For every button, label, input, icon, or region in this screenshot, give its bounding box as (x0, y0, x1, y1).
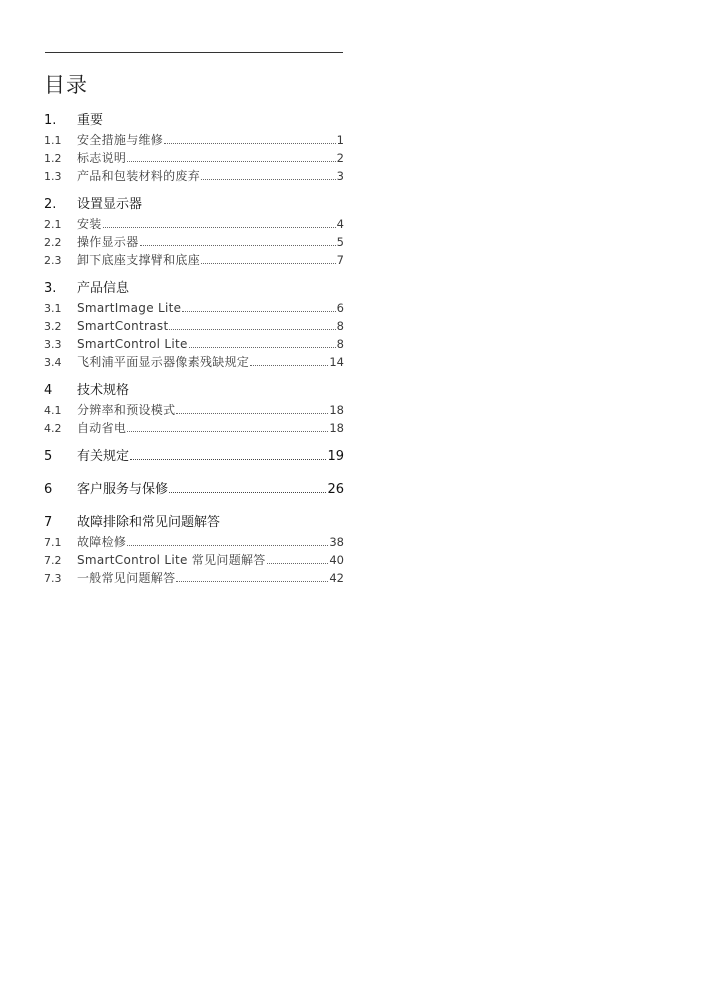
entry-number: 3.1 (44, 302, 62, 315)
entry-title: SmartControl Lite 常见问题解答 (77, 553, 266, 567)
dot-leader (250, 365, 328, 366)
entry-number: 3.2 (44, 320, 62, 333)
toc-section (44, 447, 344, 467)
dot-leader (169, 329, 335, 330)
entry-page-number: 5 (336, 235, 344, 249)
entry-page-number: 7 (336, 253, 344, 267)
entry-title: 安全措施与维修 (77, 133, 164, 147)
section-heading[interactable] (44, 381, 344, 401)
section-page-number: 19 (327, 449, 344, 464)
toc-entry[interactable] (44, 569, 344, 587)
toc-entry[interactable] (44, 299, 344, 317)
section-title: 客户服务与保修 (77, 482, 169, 497)
toc-entry[interactable] (44, 335, 344, 353)
toc-entry[interactable] (44, 233, 344, 251)
section-number: 3. (44, 281, 57, 296)
section-title: 故障排除和常见问题解答 (77, 515, 221, 530)
toc-section (44, 111, 344, 185)
entry-number: 2.3 (44, 254, 62, 267)
entry-title: 产品和包装材料的废弃 (77, 169, 201, 183)
section-number: 6 (44, 482, 53, 497)
entry-page-number: 8 (336, 319, 344, 333)
entry-title: SmartImage Lite (77, 301, 182, 315)
section-title: 技术规格 (77, 383, 130, 398)
entry-title: 一般常见问题解答 (77, 571, 176, 585)
toc-sections (44, 111, 344, 587)
dot-leader (127, 161, 335, 162)
toc-entry[interactable] (44, 251, 344, 269)
entry-number: 1.1 (44, 134, 62, 147)
entry-title: 飞利浦平面显示器像素残缺规定 (77, 355, 250, 369)
section-page-number: 26 (327, 482, 344, 497)
dot-leader (127, 545, 328, 546)
section-title: 产品信息 (77, 281, 130, 296)
section-heading[interactable] (44, 111, 344, 131)
entry-number: 2.1 (44, 218, 62, 231)
entry-number: 7.3 (44, 572, 62, 585)
section-heading[interactable] (44, 513, 344, 533)
section-heading[interactable] (44, 195, 344, 215)
dot-leader (176, 413, 328, 414)
entry-page-number: 38 (329, 535, 344, 549)
dot-leader (103, 227, 336, 228)
entry-number: 1.2 (44, 152, 62, 165)
entry-number: 1.3 (44, 170, 62, 183)
toc-section (44, 480, 344, 500)
toc-entry[interactable] (44, 215, 344, 233)
dot-leader (140, 245, 336, 246)
dot-leader (176, 581, 328, 582)
section-number: 4 (44, 383, 53, 398)
dot-leader (130, 459, 326, 460)
section-title: 重要 (77, 113, 104, 128)
section-heading[interactable] (44, 480, 344, 500)
top-divider (45, 52, 343, 53)
section-number: 7 (44, 515, 53, 530)
entry-page-number: 18 (329, 403, 344, 417)
toc-entry[interactable] (44, 149, 344, 167)
dot-leader (201, 179, 336, 180)
toc-entry[interactable] (44, 167, 344, 185)
entry-title: 分辨率和预设模式 (77, 403, 176, 417)
entry-number: 2.2 (44, 236, 62, 249)
entry-page-number: 2 (336, 151, 344, 165)
entry-page-number: 40 (329, 553, 344, 567)
dot-leader (127, 431, 328, 432)
entry-page-number: 42 (329, 571, 344, 585)
entry-page-number: 8 (336, 337, 344, 351)
toc-entry[interactable] (44, 131, 344, 149)
section-title: 有关规定 (77, 449, 130, 464)
entry-title: 自动省电 (77, 421, 127, 435)
entry-title: 故障检修 (77, 535, 127, 549)
dot-leader (201, 263, 336, 264)
toc-entry[interactable] (44, 401, 344, 419)
entry-title: 安装 (77, 217, 102, 231)
section-number: 2. (44, 197, 57, 212)
entry-number: 4.1 (44, 404, 62, 417)
toc-section (44, 195, 344, 269)
page-title: 目录 (44, 73, 88, 97)
dot-leader (164, 143, 336, 144)
entry-title: 操作显示器 (77, 235, 139, 249)
toc-section (44, 513, 344, 587)
toc-entry[interactable] (44, 353, 344, 371)
entry-page-number: 18 (329, 421, 344, 435)
entry-number: 7.2 (44, 554, 62, 567)
dot-leader (182, 311, 335, 312)
toc-section (44, 381, 344, 437)
dot-leader (189, 347, 336, 348)
dot-leader (267, 563, 329, 564)
entry-page-number: 3 (336, 169, 344, 183)
entry-title: SmartControl Lite (77, 337, 188, 351)
section-number: 5 (44, 449, 53, 464)
dot-leader (169, 492, 326, 493)
section-heading[interactable] (44, 279, 344, 299)
entry-page-number: 1 (336, 133, 344, 147)
toc-section (44, 279, 344, 371)
section-title: 设置显示器 (77, 197, 143, 212)
table-of-contents (44, 52, 344, 597)
entry-page-number: 14 (329, 355, 344, 369)
toc-entry[interactable] (44, 419, 344, 437)
entry-number: 3.3 (44, 338, 62, 351)
toc-entry[interactable] (44, 317, 344, 335)
toc-entry[interactable] (44, 533, 344, 551)
entry-title: 标志说明 (77, 151, 127, 165)
entry-page-number: 4 (336, 217, 344, 231)
entry-number: 4.2 (44, 422, 62, 435)
toc-entry[interactable] (44, 551, 344, 569)
section-heading[interactable] (44, 447, 344, 467)
entry-number: 3.4 (44, 356, 62, 369)
entry-title: SmartContrast (77, 319, 169, 333)
entry-title: 卸下底座支撑臂和底座 (77, 253, 201, 267)
entry-number: 7.1 (44, 536, 62, 549)
entry-page-number: 6 (336, 301, 344, 315)
section-number: 1. (44, 113, 57, 128)
